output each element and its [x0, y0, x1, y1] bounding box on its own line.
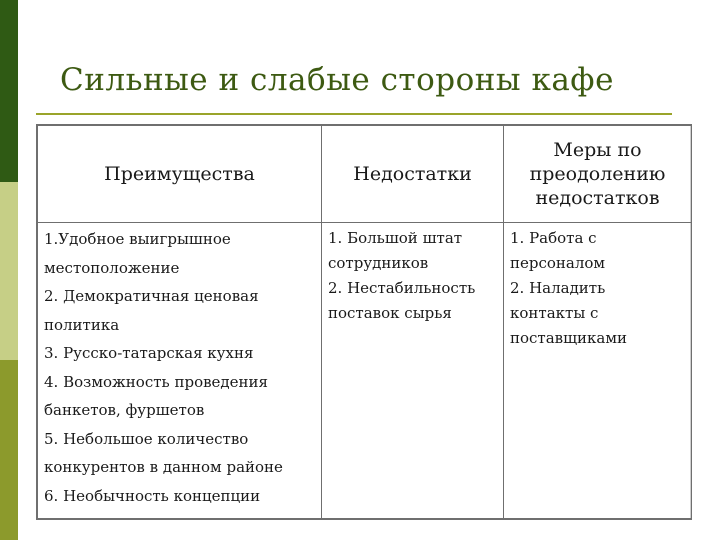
header-measures: Меры по преодолению недостатков: [504, 126, 692, 223]
slide-title: Сильные и слабые стороны кафе: [60, 62, 614, 98]
disadvantages-cell: [322, 223, 504, 519]
advantages-cell: [38, 223, 322, 519]
title-underline: [36, 113, 672, 115]
header-disadvantages: Недостатки: [322, 126, 504, 223]
advantage-item: 6. Необычность концепции: [44, 486, 261, 505]
decorative-stripe-bottom: [0, 360, 18, 540]
header-advantages: Преимущества: [38, 126, 322, 223]
advantage-item: 4. Возможность проведения банкетов, фуршетов: [44, 372, 268, 419]
table-header-row: [38, 126, 692, 223]
advantage-item: 2. Демократичная ценовая политика: [44, 287, 259, 334]
measure-item: 1. Работа с персоналом: [510, 229, 606, 272]
advantage-item: 1.Удобное выигрышное местоположение: [44, 230, 231, 277]
disadvantage-item: 2. Нестабильность поставок сырья: [328, 279, 476, 322]
measure-item: 2. Наладить контакты с поставщиками: [510, 279, 628, 347]
decorative-stripe-top: [0, 0, 18, 182]
advantage-item: 5. Небольшое количество конкурентов в данном районе: [44, 429, 283, 476]
measures-cell: [504, 223, 692, 519]
swot-table: [36, 124, 692, 520]
disadvantage-item: 1. Большой штат сотрудников: [328, 229, 463, 272]
decorative-stripe-middle: [0, 182, 18, 360]
cafe-table: [37, 125, 692, 519]
table-row: [38, 223, 692, 519]
advantage-item: 3. Русско-татарская кухня: [44, 344, 254, 362]
